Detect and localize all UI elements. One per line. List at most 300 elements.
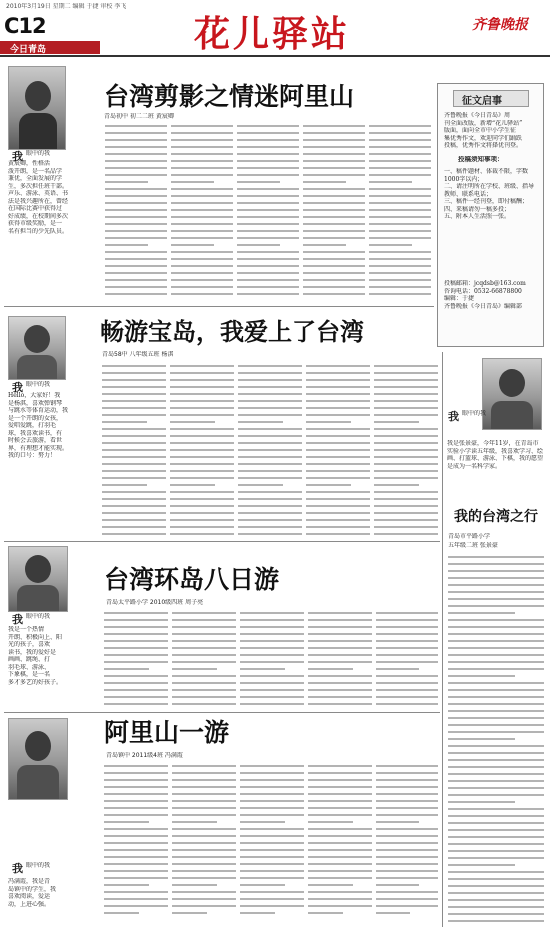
text-line — [303, 160, 365, 162]
text-line — [448, 563, 544, 565]
text-line — [172, 814, 236, 816]
text-line — [172, 682, 236, 684]
text-line — [306, 365, 370, 367]
text-line — [104, 654, 168, 656]
text-line — [240, 661, 304, 663]
text-line — [172, 912, 207, 914]
text-line — [374, 421, 419, 423]
author-photo-1 — [8, 66, 66, 150]
text-line — [376, 689, 438, 691]
text-line — [374, 372, 438, 374]
text-line — [303, 181, 346, 183]
text-line — [240, 647, 304, 649]
text-line — [448, 584, 544, 586]
text-line — [240, 835, 304, 837]
text-line — [448, 570, 544, 572]
date-line: 2010年3月19日 星期二 编辑 于捷 审校 李飞 — [6, 3, 127, 10]
text-line — [376, 661, 438, 663]
text-line — [237, 132, 299, 134]
text-line — [171, 174, 233, 176]
text-line — [170, 442, 234, 444]
author-desc-3: 我是一个热情 开朗、积极向上、阳 光的孩子，喜欢 读书，我的爱好是 画画、跳绳、打 羽毛球、游泳、 下象棋，是一名 多才多艺的好孩子。 — [8, 626, 63, 686]
text-line — [303, 265, 365, 267]
text-line — [238, 372, 302, 374]
text-line — [448, 591, 544, 593]
text-line — [240, 619, 304, 621]
text-line — [104, 661, 168, 663]
text-line — [104, 905, 168, 907]
text-line — [448, 577, 544, 579]
text-line — [376, 633, 438, 635]
text-line — [448, 906, 544, 908]
text-line — [170, 428, 234, 430]
text-line — [369, 209, 431, 211]
text-line — [448, 766, 544, 768]
text-line — [172, 619, 236, 621]
text-line — [376, 779, 438, 781]
text-line — [240, 814, 304, 816]
text-line — [171, 230, 233, 232]
text-line — [238, 435, 302, 437]
text-line — [172, 835, 236, 837]
text-line — [448, 801, 515, 803]
text-line — [172, 612, 236, 614]
text-line — [237, 286, 299, 288]
text-line — [308, 884, 353, 886]
text-line — [308, 863, 372, 865]
text-line — [369, 139, 431, 141]
article-3-byline: 青岛太平路小学 2010级四班 周子亮 — [106, 599, 204, 606]
text-line — [376, 654, 438, 656]
author-desc-2: Hello，大家好！我 是杨淇，喜欢弹钢琴 与跳水等体育运动，我 是一个开朗的女孩， 爱唱爱跳，打羽毛 球，我喜欢读书，有 时候会去旅游，看世 界，有理想才能实现。 我的口号：努力！ — [8, 392, 69, 459]
text-line — [104, 779, 168, 781]
text-line — [374, 407, 438, 409]
text-line — [448, 696, 544, 698]
text-line — [448, 640, 544, 642]
article-1-body — [237, 125, 299, 300]
text-line — [448, 857, 544, 859]
text-line — [171, 132, 233, 134]
text-line — [105, 174, 167, 176]
text-line — [240, 912, 275, 914]
text-line — [171, 272, 233, 274]
text-line — [105, 293, 167, 295]
article-1-body — [303, 125, 365, 300]
text-line — [240, 703, 304, 705]
text-line — [376, 905, 438, 907]
text-line — [303, 202, 365, 204]
text-line — [104, 863, 168, 865]
text-line — [374, 428, 438, 430]
text-line — [369, 181, 412, 183]
text-line — [104, 849, 168, 851]
text-line — [374, 505, 438, 507]
text-line — [374, 379, 438, 381]
author-caption-1: 眼中的我 — [26, 150, 51, 157]
text-line — [448, 871, 544, 873]
text-line — [171, 146, 233, 148]
text-line — [105, 195, 167, 197]
text-line — [306, 463, 370, 465]
text-line — [171, 279, 233, 281]
text-line — [376, 800, 438, 802]
text-line — [104, 689, 168, 691]
text-line — [303, 153, 365, 155]
author-desc-4: 冯满霞，我是青 岛镇中的学生，我 喜欢阅读，爱运 动，上进心强。 — [8, 878, 57, 908]
text-line — [172, 856, 236, 858]
text-line — [240, 898, 304, 900]
text-line — [104, 786, 168, 788]
article-1-byline: 青岛初中 初二二班 黄宸卿 — [104, 113, 174, 120]
article-4-title: 阿里山一游 — [104, 718, 230, 747]
text-line — [237, 279, 299, 281]
text-line — [374, 414, 438, 416]
text-line — [172, 849, 236, 851]
text-line — [170, 477, 234, 479]
text-line — [102, 442, 166, 444]
article-2-byline: 青岛58中 八年级五班 杨淇 — [102, 351, 174, 358]
text-line — [308, 765, 372, 767]
text-line — [448, 598, 544, 600]
text-line — [172, 821, 217, 823]
text-line — [448, 892, 544, 894]
text-line — [308, 647, 372, 649]
notice-contact: 投稿邮箱：jcqdsb@163.com 咨询电话：0532-66878800 编辑：于捷 齐鲁晚报《今日青岛》编辑部 — [444, 280, 526, 310]
text-line — [448, 724, 544, 726]
text-line — [308, 786, 372, 788]
text-line — [170, 435, 234, 437]
text-line — [170, 505, 234, 507]
text-line — [104, 814, 168, 816]
text-line — [308, 912, 343, 914]
text-line — [448, 920, 544, 922]
text-line — [374, 435, 438, 437]
text-line — [105, 188, 167, 190]
notice-rules: 一、稿件题材、体裁不限，字数1000字以内； 二、请注明所在学校、班级、指导教师、联系电话； 三、稿件一经刊登，即付稿酬； 四、来稿请勿一稿多投； 五、附本人生活照一张。 — [444, 168, 535, 220]
text-line — [102, 491, 166, 493]
text-line — [105, 209, 167, 211]
article-3-body — [240, 612, 304, 707]
text-line — [376, 856, 438, 858]
text-line — [237, 230, 299, 232]
text-line — [303, 209, 365, 211]
text-line — [374, 386, 438, 388]
text-line — [171, 202, 233, 204]
divider — [4, 541, 440, 542]
text-line — [104, 612, 168, 614]
text-line — [171, 223, 233, 225]
text-line — [170, 379, 234, 381]
text-line — [102, 386, 166, 388]
text-line — [237, 153, 299, 155]
text-line — [102, 505, 166, 507]
article-2-body — [102, 365, 166, 540]
text-line — [105, 244, 148, 246]
text-line — [376, 807, 438, 809]
text-line — [238, 407, 302, 409]
text-line — [238, 428, 302, 430]
author-photo-2 — [8, 316, 66, 380]
text-line — [102, 477, 166, 479]
text-line — [238, 393, 302, 395]
text-line — [376, 675, 438, 677]
text-line — [171, 188, 233, 190]
text-line — [374, 519, 438, 521]
text-line — [104, 842, 168, 844]
text-line — [306, 421, 351, 423]
text-line — [306, 526, 370, 528]
text-line — [104, 696, 168, 698]
text-line — [240, 765, 304, 767]
text-line — [104, 877, 168, 879]
text-line — [237, 167, 299, 169]
text-line — [374, 456, 438, 458]
right-column-rule — [442, 352, 443, 927]
text-line — [376, 849, 438, 851]
text-line — [172, 891, 236, 893]
text-line — [105, 181, 148, 183]
text-line — [102, 463, 166, 465]
text-line — [170, 498, 234, 500]
text-line — [104, 800, 168, 802]
text-line — [376, 835, 438, 837]
text-line — [171, 195, 233, 197]
text-line — [374, 477, 438, 479]
text-line — [105, 153, 167, 155]
text-line — [303, 293, 365, 295]
text-line — [376, 793, 438, 795]
text-line — [306, 386, 370, 388]
text-line — [237, 139, 299, 141]
text-line — [102, 519, 166, 521]
article-3-title: 台湾环岛八日游 — [104, 565, 280, 594]
text-line — [376, 772, 438, 774]
text-line — [369, 160, 431, 162]
text-line — [171, 258, 233, 260]
text-line — [376, 626, 438, 628]
text-line — [170, 372, 234, 374]
text-line — [369, 202, 431, 204]
text-line — [240, 793, 304, 795]
text-line — [104, 912, 139, 914]
text-line — [237, 265, 299, 267]
notice-title: 征文启事 — [462, 96, 502, 107]
text-line — [172, 633, 236, 635]
article-4-body — [376, 765, 438, 927]
text-line — [376, 786, 438, 788]
text-line — [102, 456, 166, 458]
text-line — [237, 237, 299, 239]
text-line — [306, 512, 370, 514]
text-line — [306, 498, 370, 500]
text-line — [104, 675, 168, 677]
text-line — [102, 498, 166, 500]
text-line — [308, 675, 372, 677]
text-line — [308, 633, 372, 635]
text-line — [240, 772, 304, 774]
text-line — [303, 286, 365, 288]
text-line — [104, 647, 168, 649]
text-line — [237, 251, 299, 253]
text-line — [238, 505, 302, 507]
text-line — [238, 519, 302, 521]
text-line — [308, 898, 372, 900]
text-line — [104, 668, 149, 670]
text-line — [306, 400, 370, 402]
text-line — [308, 877, 372, 879]
text-line — [105, 216, 167, 218]
author-label-2: 我 — [12, 381, 23, 394]
text-line — [303, 237, 365, 239]
text-line — [374, 498, 438, 500]
article-3-body — [308, 612, 372, 707]
text-line — [237, 174, 299, 176]
text-line — [172, 870, 236, 872]
text-line — [172, 675, 236, 677]
article-4-byline: 青岛镇中 2011级4班 冯满霞 — [106, 752, 183, 759]
text-line — [376, 619, 438, 621]
text-line — [104, 828, 168, 830]
text-line — [308, 696, 372, 698]
text-line — [448, 612, 515, 614]
text-line — [240, 668, 285, 670]
text-line — [102, 470, 166, 472]
text-line — [308, 619, 372, 621]
text-line — [104, 884, 149, 886]
text-line — [240, 856, 304, 858]
text-line — [374, 526, 438, 528]
text-line — [240, 807, 304, 809]
header-rule — [0, 55, 550, 57]
article-1-title: 台湾剪影之情迷阿里山 — [104, 82, 355, 111]
text-line — [308, 835, 372, 837]
article-5-title: 我的台湾之行 — [454, 509, 538, 525]
text-line — [102, 407, 166, 409]
text-line — [240, 654, 304, 656]
text-line — [104, 870, 168, 872]
text-line — [104, 772, 168, 774]
text-line — [306, 435, 370, 437]
text-line — [240, 877, 304, 879]
text-line — [448, 556, 544, 558]
text-line — [308, 612, 372, 614]
text-line — [102, 512, 166, 514]
text-line — [172, 793, 236, 795]
text-line — [448, 773, 544, 775]
article-2-body — [306, 365, 370, 540]
text-line — [374, 491, 438, 493]
text-line — [240, 863, 304, 865]
text-line — [303, 125, 365, 127]
text-line — [238, 414, 302, 416]
text-line — [102, 379, 166, 381]
text-line — [369, 125, 431, 127]
text-line — [240, 849, 304, 851]
text-line — [237, 244, 280, 246]
text-line — [237, 209, 299, 211]
text-line — [308, 661, 372, 663]
article-1-body — [369, 125, 431, 300]
text-line — [171, 244, 214, 246]
text-line — [105, 202, 167, 204]
text-line — [172, 842, 236, 844]
text-line — [303, 167, 365, 169]
text-line — [374, 393, 438, 395]
text-line — [306, 414, 370, 416]
text-line — [170, 407, 234, 409]
text-line — [306, 519, 370, 521]
text-line — [172, 772, 236, 774]
text-line — [105, 286, 167, 288]
text-line — [376, 640, 438, 642]
text-line — [237, 181, 280, 183]
text-line — [448, 850, 544, 852]
text-line — [238, 463, 302, 465]
text-line — [306, 393, 370, 395]
text-line — [170, 365, 234, 367]
text-line — [237, 258, 299, 260]
text-line — [448, 689, 544, 691]
text-line — [172, 786, 236, 788]
text-line — [376, 682, 438, 684]
text-line — [104, 682, 168, 684]
text-line — [303, 279, 365, 281]
text-line — [237, 125, 299, 127]
author-label-4: 我 — [12, 862, 23, 875]
text-line — [102, 365, 166, 367]
text-line — [105, 223, 167, 225]
text-line — [303, 216, 365, 218]
article-3-body — [104, 612, 168, 707]
text-line — [376, 870, 438, 872]
author-label-1: 我 — [12, 150, 23, 163]
article-5-byline: 青岛市平路小学 — [448, 533, 491, 540]
text-line — [308, 891, 372, 893]
text-line — [376, 891, 438, 893]
text-line — [170, 519, 234, 521]
text-line — [240, 884, 285, 886]
text-line — [240, 696, 304, 698]
text-line — [369, 146, 431, 148]
text-line — [172, 765, 236, 767]
author-caption-3: 眼中的我 — [26, 613, 51, 620]
text-line — [376, 668, 419, 670]
text-line — [170, 484, 215, 486]
text-line — [308, 682, 372, 684]
text-line — [374, 470, 438, 472]
text-line — [238, 386, 302, 388]
text-line — [238, 491, 302, 493]
text-line — [308, 905, 372, 907]
text-line — [369, 272, 431, 274]
text-line — [306, 442, 370, 444]
text-line — [374, 442, 438, 444]
article-5-byline-2: 五年级二班 张景豪 — [448, 542, 498, 549]
text-line — [104, 793, 168, 795]
text-line — [303, 132, 365, 134]
text-line — [448, 899, 544, 901]
text-line — [448, 745, 544, 747]
text-line — [376, 765, 438, 767]
text-line — [448, 808, 544, 810]
text-line — [238, 365, 302, 367]
text-line — [308, 654, 372, 656]
text-line — [238, 477, 302, 479]
text-line — [172, 689, 236, 691]
text-line — [170, 400, 234, 402]
text-line — [308, 703, 372, 705]
notice-intro: 齐鲁晚报《今日青岛》周 刊全面改版，新增“花儿驿站” 版面，面向全市中小学生征 集优秀作文，欢迎同学们踊跃 投稿，优秀作文将择优刊登。 — [444, 112, 523, 149]
